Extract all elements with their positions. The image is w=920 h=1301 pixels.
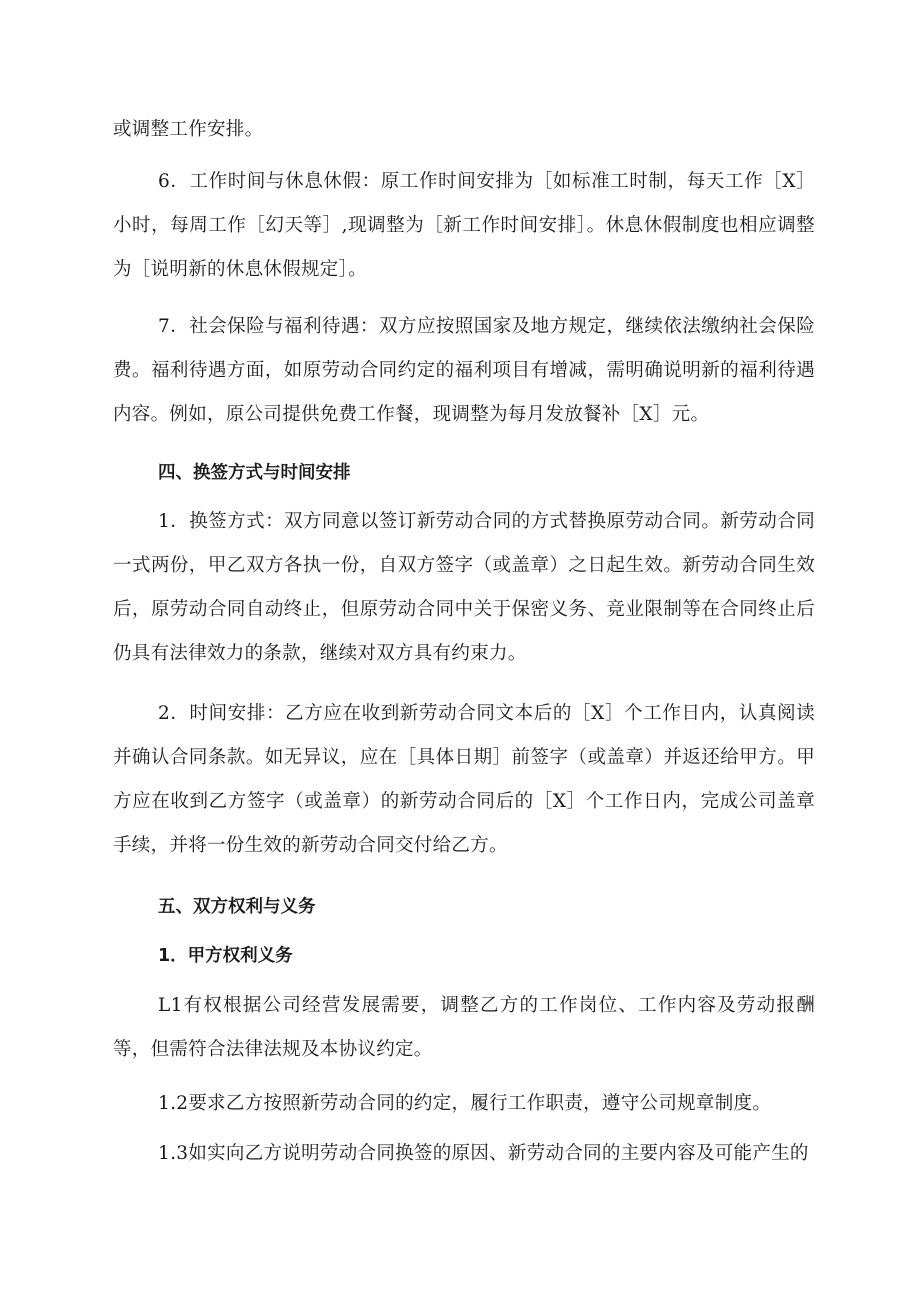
paragraph-continuation: 或调整工作安排。 xyxy=(113,119,264,140)
clause-4-1-signing-method: 1．换签方式：双方同意以签订新劳动合同的方式替换原劳动合同。新劳动合同一式两份，甲乙双方各执一份，自双方签字（或盖章）之日起生效。新劳动合同生效后，原劳动合同自动终止，但原劳动合同中关于保密义务、竞业限制等在合同终止后仍具有法律效力的条款，继续对双方具有约束力。 xyxy=(113,511,815,664)
clause-7-social-insurance: 7．社会保险与福利待遇：双方应按照国家及地方规定，继续依法缴纳社会保险费。福利待遇方面，如原劳动合同约定的福利项目有增减，需明确说明新的福利待遇内容。例如，原公司提供免费工作餐，现调整为每月发放餐补［X］元。 xyxy=(113,316,815,425)
clause-1-3: 1.3如实向乙方说明劳动合同换签的原因、新劳动合同的主要内容及可能产生的 xyxy=(158,1143,809,1164)
subsection-heading-employer-rights: 1．甲方权利义务 xyxy=(158,946,293,966)
clause-6-working-hours: 6．工作时间与休息休假：原工作时间安排为［如标准工时制，每天工作［X］小时，每周工作［幻天等］,现调整为［新工作时间安排］。休息休假制度也相应调整为［说明新的休息休假规定］。 xyxy=(113,171,815,280)
clause-1-2: 1.2要求乙方按照新劳动合同的约定，履行工作职责，遵守公司规章制度。 xyxy=(158,1093,772,1114)
clause-4-2-time-schedule: 2．时间安排：乙方应在收到新劳动合同文本后的［X］个工作日内，认真阅读并确认合同条款。如无异议，应在［具体日期］前签字（或盖章）并返还给甲方。甲方应在收到乙方签字（或盖章）的新劳动合同后的［X］个工作日内，完成公司盖章手续，并将一份生效的新劳动合同交付给乙方。 xyxy=(113,703,815,856)
section-heading-4: 四、换签方式与时间安排 xyxy=(158,463,351,483)
clause-1-1: L1有权根据公司经营发展需要，调整乙方的工作岗位、工作内容及劳动报酬等，但需符合法律法规及本协议约定。 xyxy=(113,995,815,1060)
section-heading-5: 五、双方权利与义务 xyxy=(158,897,316,917)
